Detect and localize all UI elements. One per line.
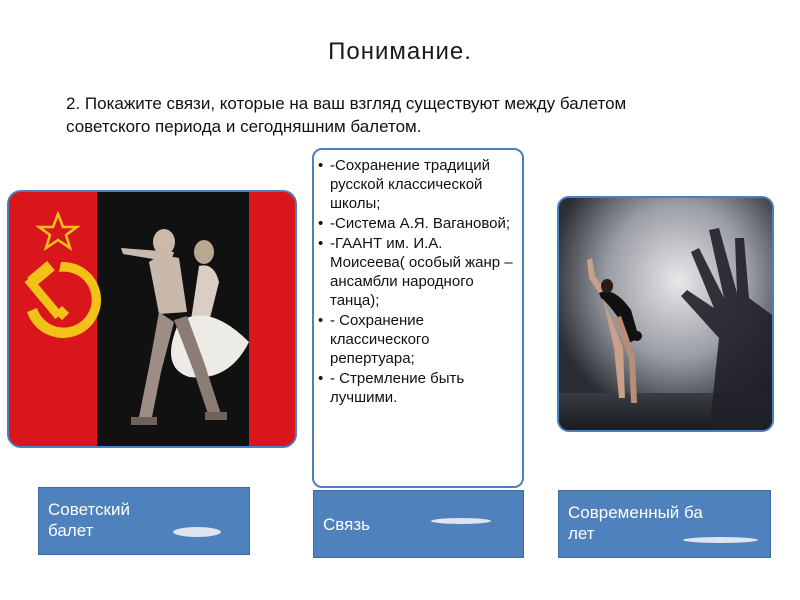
soviet-ballet-label <box>38 487 250 555</box>
question-body: Покажите связи, которые на ваш взгляд существуют между балетом советского периода и сегодняшним балетом. <box>66 94 627 136</box>
modern-ballet-label <box>558 490 771 558</box>
connection-points-box <box>312 148 524 488</box>
soviet-ballet-label-text: Советский балет <box>48 500 130 540</box>
connection-points-list <box>318 156 516 407</box>
soviet-ballet-image <box>7 190 297 448</box>
list-item: • - Сохранение классического репертуара; <box>318 311 516 368</box>
list-item: • -Система А.Я. Вагановой; <box>318 214 516 233</box>
question-text <box>66 92 686 138</box>
oval-decoration <box>683 537 758 543</box>
modern-ballet-label-text: Современный балет <box>568 503 703 543</box>
slide-title: Понимание. <box>328 38 472 65</box>
list-item: • -Сохранение традиций русской классической школы; <box>318 156 516 213</box>
list-item: • -ГААНТ им. И.А. Моисеева( особый жанр –ансамбли народного танца); <box>318 234 516 310</box>
modern-ballet-image <box>557 196 774 432</box>
oval-decoration <box>173 527 221 537</box>
question-number: 2. <box>66 94 81 113</box>
oval-decoration <box>431 518 491 524</box>
connection-label <box>313 490 524 558</box>
list-item: • - Стремление быть лучшими. <box>318 369 516 407</box>
connection-label-text: Связь <box>323 515 370 534</box>
